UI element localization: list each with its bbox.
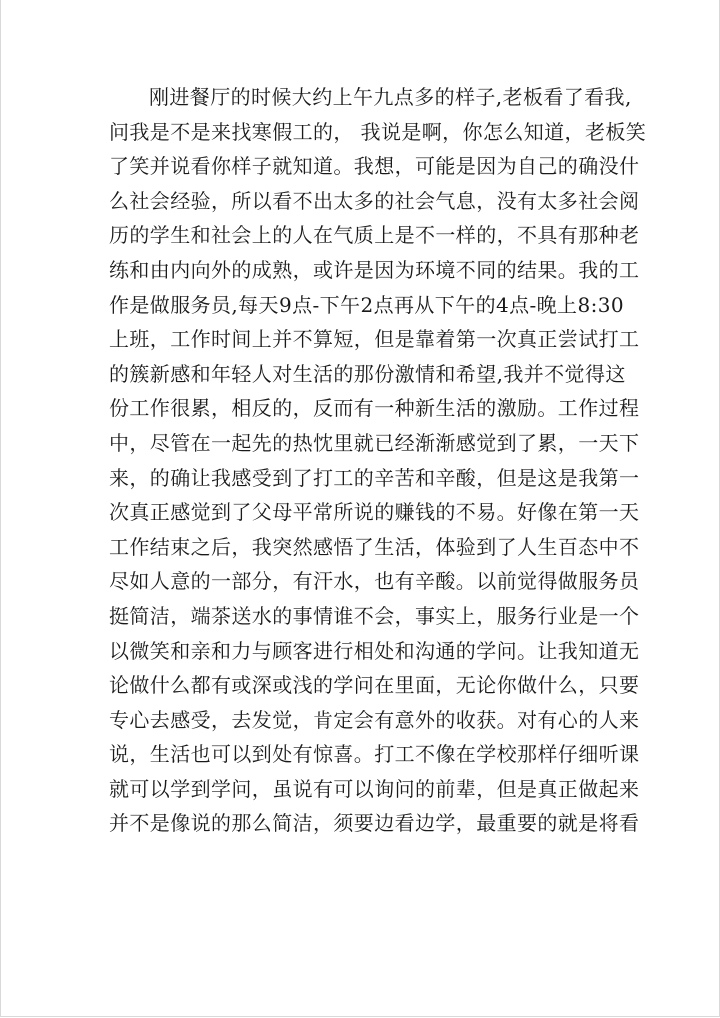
text-line: 么社会经验，所以看不出太多的社会气息，没有太多社会阅 (109, 188, 640, 213)
text-line: 作是做服务员,每天9点-下午2点再从下午的4点-晚上8:30 (109, 292, 624, 317)
text-line: 就可以学到学问，虽说有可以询问的前辈，但是真正做起来 (109, 776, 640, 801)
text-line: 论做什么都有或深或浅的学问在里面，无论你做什么，只要 (109, 673, 640, 698)
text-line: 次真正感觉到了父母平常所说的赚钱的不易。好像在第一天 (109, 500, 640, 525)
text-line: 练和由内向外的成熟，或许是因为环境不同的结果。我的工 (109, 257, 640, 282)
text-line: 工作结束之后，我突然感悟了生活，体验到了人生百态中不 (109, 534, 640, 559)
text-line: 来，的确让我感受到了打工的辛苦和辛酸，但是这是我第一 (109, 465, 640, 490)
text-line: 了笑并说看你样子就知道。我想，可能是因为自己的确没什 (109, 154, 640, 179)
text-line: 问我是不是来找寒假工的， 我说是啊，你怎么知道，老板笑 (109, 119, 647, 144)
text-line: 刚进餐厅的时候大约上午九点多的样子,老板看了看我, (149, 85, 632, 109)
text-line: 挺简洁，端茶送水的事情谁不会，事实上，服务行业是一个 (109, 603, 640, 628)
text-line: 专心去感受，去发觉，肯定会有意外的收获。对有心的人来 (109, 707, 640, 732)
text-line: 历的学生和社会上的人在气质上是不一样的，不具有那种老 (109, 223, 640, 248)
text-line: 份工作很累，相反的，反而有一种新生活的激励。工作过程 (109, 396, 640, 421)
text-line: 以微笑和亲和力与顾客进行相处和沟通的学问。让我知道无 (109, 638, 640, 663)
text-line: 尽如人意的一部分，有汗水，也有辛酸。以前觉得做服务员 (109, 569, 640, 594)
text-line: 中，尽管在一起先的热忱里就已经渐渐感觉到了累，一天下 (109, 430, 640, 455)
text-line: 说，生活也可以到处有惊喜。打工不像在学校那样仔细听课 (109, 742, 640, 767)
body-paragraph (109, 80, 647, 841)
text-line: 并不是像说的那么简洁，须要边看边学，最重要的就是将看 (109, 811, 640, 836)
text-line: 的簇新感和年轻人对生活的那份激情和希望,我并不觉得这 (109, 361, 626, 386)
text-line: 上班，工作时间上并不算短，但是靠着第一次真正尝试打工 (109, 327, 640, 352)
